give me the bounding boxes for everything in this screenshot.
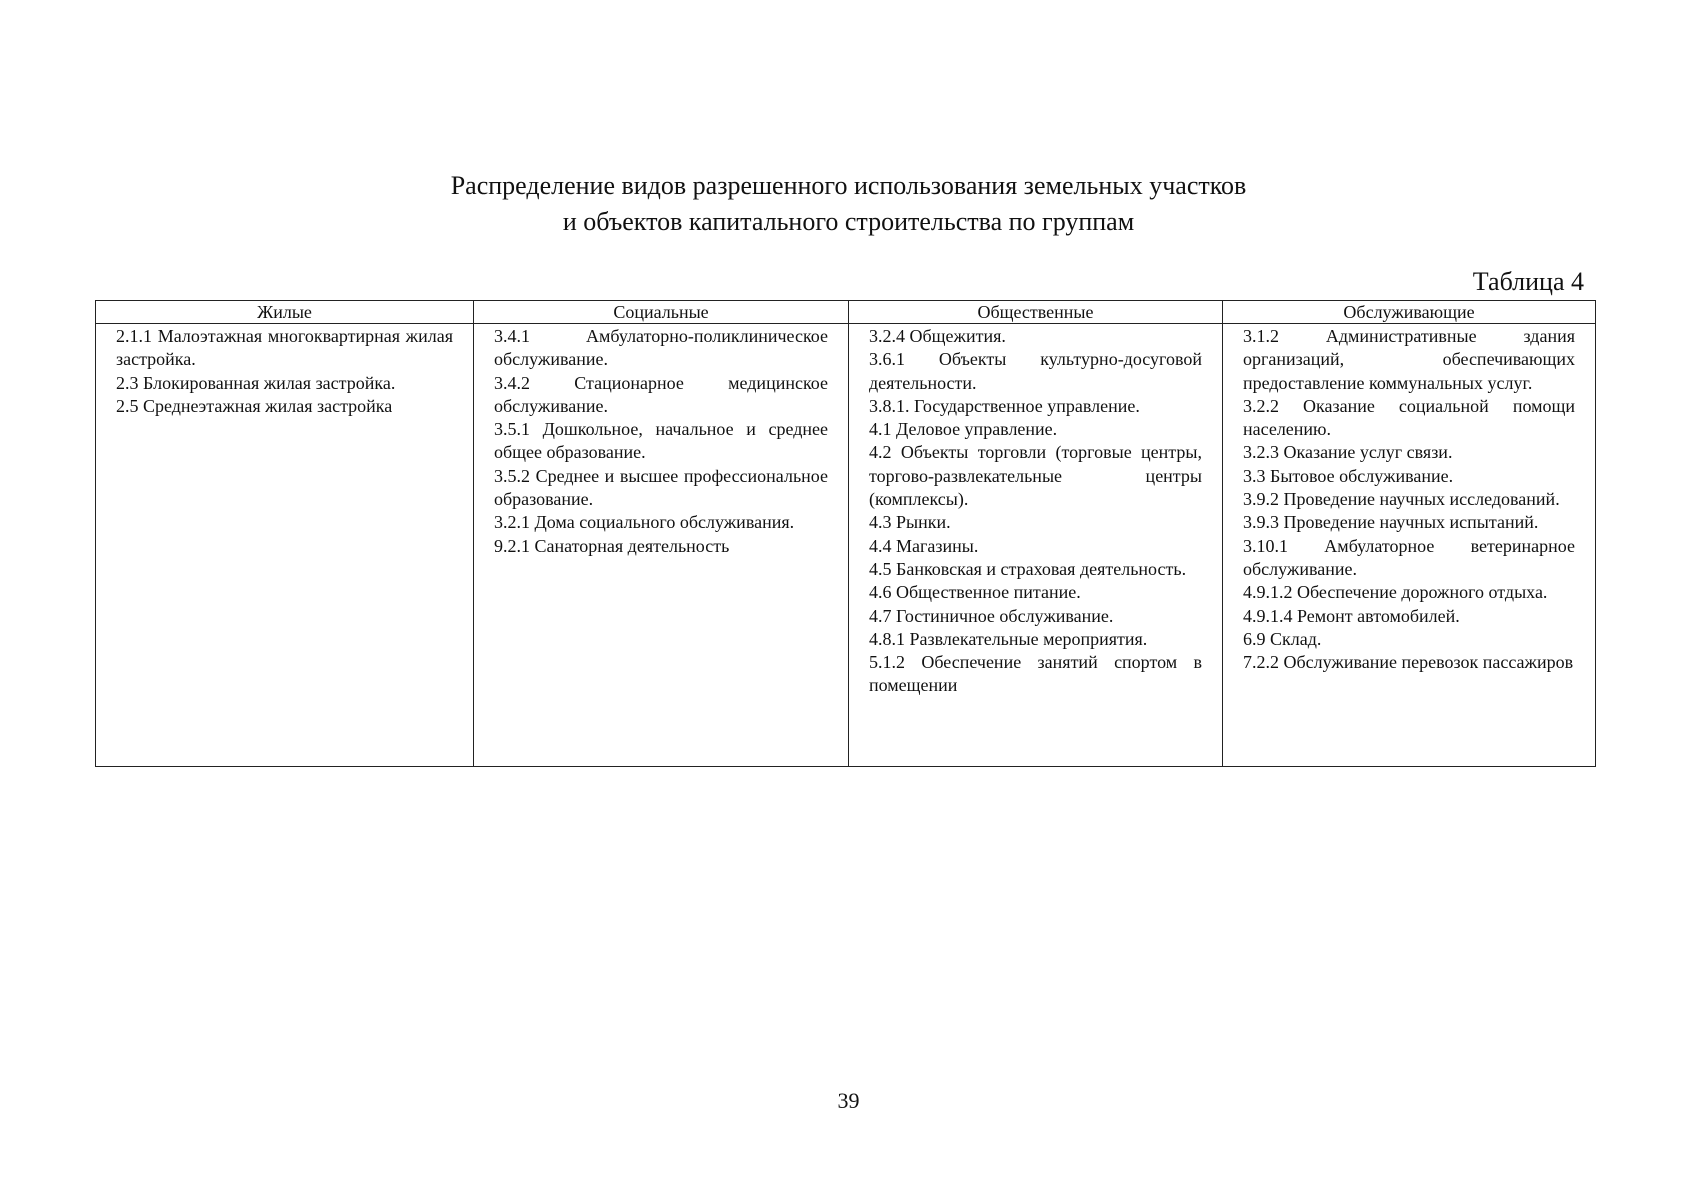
list-item: 4.7 Гостиничное обслуживание.: [869, 605, 1114, 626]
list-item: 4.4 Магазины.: [869, 535, 979, 556]
list-item: 4.8.1 Развлекательные мероприятия.: [869, 628, 1148, 649]
list-item: 3.4.1 Амбулаторно-поликлиническое обслуживание.: [494, 326, 828, 370]
header-residential: Жилые: [96, 301, 474, 324]
header-social: Социальные: [474, 301, 849, 324]
list-item: 9.2.1 Санаторная деятельность: [494, 535, 730, 556]
list-item: 6.9 Склад.: [1243, 628, 1322, 649]
list-item: 3.9.3 Проведение научных испытаний.: [1243, 512, 1539, 533]
list-item: 2.5 Среднеэтажная жилая застройка: [116, 395, 393, 416]
list-item: 4.2 Объекты торговли (торговые центры, торгово-развлекательные центры (комплексы).: [869, 442, 1202, 510]
list-item: 3.9.2 Проведение научных исследований.: [1243, 489, 1560, 510]
list-item: 3.2.2 Оказание социальной помощи населению.: [1243, 395, 1575, 440]
list-item: 4.9.1.4 Ремонт автомобилей.: [1243, 605, 1460, 626]
list-item: 4.6 Общественное питание.: [869, 582, 1081, 603]
list-item: 5.1.2 Обеспечение занятий спортом в помещении: [869, 652, 1202, 696]
list-item: 3.10.1 Амбулаторное ветеринарное обслуживание.: [1243, 535, 1575, 579]
list-item: 4.1 Деловое управление.: [869, 419, 1058, 440]
header-service: Обслуживающие: [1223, 301, 1596, 324]
list-item: 4.3 Рынки.: [869, 512, 951, 533]
header-public: Общественные: [849, 301, 1223, 324]
table-label: Таблица 4: [1472, 267, 1584, 296]
page-number: 39: [837, 1088, 860, 1113]
document-title: [0, 168, 1697, 240]
list-item: 3.2.1 Дома социального обслуживания.: [494, 512, 795, 533]
cell-public: [849, 324, 1223, 767]
list-item: 3.4.2 Стационарное медицинское обслуживание.: [494, 372, 828, 416]
list-item: 3.6.1 Объекты культурно-досуговой деятельности.: [869, 349, 1202, 393]
list-item: 4.9.1.2 Обеспечение дорожного отдыха.: [1243, 582, 1548, 603]
list-item: 3.2.3 Оказание услуг связи.: [1243, 442, 1453, 463]
list-item: 3.5.2 Среднее и высшее профессиональное образование.: [494, 465, 828, 510]
list-item: 2.3 Блокированная жилая застройка.: [116, 372, 396, 393]
cell-social: [474, 324, 849, 767]
list-item: 2.1.1 Малоэтажная многоквартирная жилая застройка.: [116, 326, 453, 370]
use-groups-table: [95, 300, 1596, 767]
list-item: 4.5 Банковская и страховая деятельность.: [869, 558, 1187, 579]
list-item: 3.8.1. Государственное управление.: [869, 395, 1140, 416]
list-item: 3.2.4 Общежития.: [869, 326, 1006, 346]
cell-residential: [96, 324, 474, 767]
title-line-2: и объектов капитального строительства по группам: [562, 207, 1135, 236]
list-item: 3.1.2 Административные здания организаций, обеспечивающих предоставление коммунальных услуг.: [1243, 326, 1575, 393]
table-header-row: [96, 301, 1596, 324]
table-body-row: [96, 324, 1596, 767]
list-item: 3.5.1 Дошкольное, начальное и среднее общее образование.: [494, 419, 828, 463]
cell-service: [1223, 324, 1596, 767]
list-item: 3.3 Бытовое обслуживание.: [1243, 465, 1454, 486]
title-line-1: Распределение видов разрешенного использования земельных участков: [450, 171, 1247, 200]
list-item: 7.2.2 Обслуживание перевозок пассажиров: [1243, 652, 1574, 673]
